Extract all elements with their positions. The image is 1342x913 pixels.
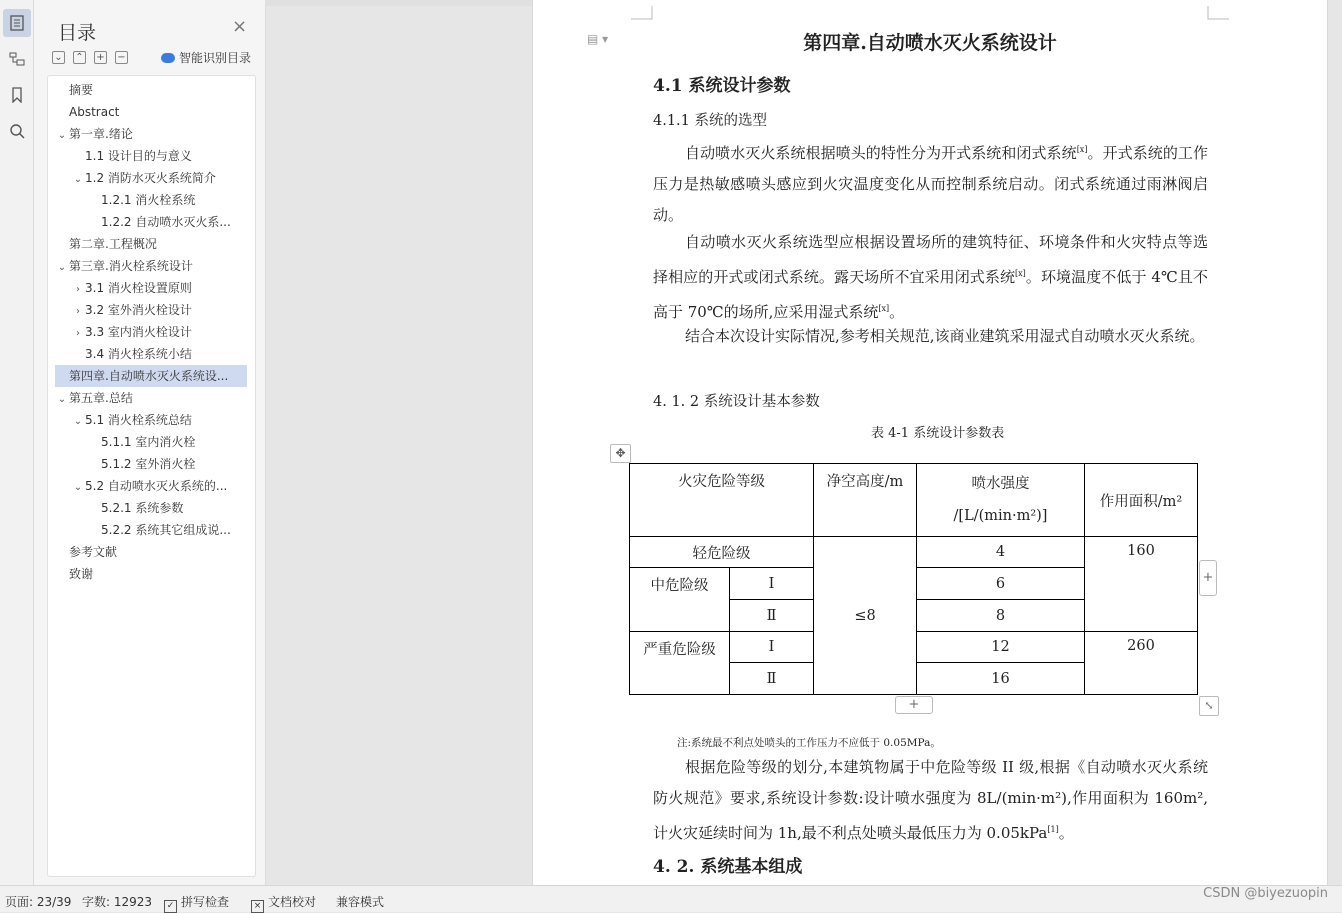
status-bar xyxy=(0,885,1342,912)
toc-toolbar xyxy=(52,49,128,65)
chevron-down-icon[interactable]: ⌄ xyxy=(73,416,83,427)
proofread-label: 文档校对 xyxy=(268,895,317,909)
toc-item[interactable] xyxy=(55,387,247,409)
page-corner-mark xyxy=(631,6,653,20)
toc-item-label: 第三章.消火栓系统设计 xyxy=(69,259,193,273)
paragraph-menu-icon[interactable]: ▤ ▾ xyxy=(587,32,609,46)
citation: [1] xyxy=(1047,825,1059,834)
proofread-button[interactable] xyxy=(251,893,316,913)
toc-item-label: 5.2.2 系统其它组成说... xyxy=(101,523,231,537)
navigation-pane-button[interactable] xyxy=(3,45,31,73)
toc-item[interactable] xyxy=(55,299,247,321)
document-page xyxy=(532,0,1328,885)
page-count[interactable]: 页面: 23/39 xyxy=(5,895,72,909)
p2-text-b: 。环境温度不低于 4℃且不高于 70℃的场所,应采用湿式系统 xyxy=(653,268,1208,321)
smart-toc-label: 智能识别目录 xyxy=(179,51,252,65)
toc-pane xyxy=(34,0,266,885)
toc-item-label: 第二章.工程概况 xyxy=(69,237,157,251)
p4-text-b: 。 xyxy=(1058,824,1074,842)
paragraph-4 xyxy=(653,752,1208,849)
toc-item[interactable] xyxy=(55,277,247,299)
search-icon xyxy=(9,123,25,139)
spell-check-label: 拼写检查 xyxy=(181,895,230,909)
toc-item-label: 参考文献 xyxy=(69,545,118,559)
table-move-handle-icon[interactable]: ✥ xyxy=(610,444,631,463)
remove-heading-icon[interactable]: − xyxy=(115,51,128,64)
table-header-hazard: 火灾危险等级 xyxy=(630,464,814,537)
toc-item-label: 3.4 消火栓系统小结 xyxy=(85,347,192,361)
tree-icon xyxy=(9,51,25,67)
citation: [x] xyxy=(1076,145,1088,154)
intensity-severe-2: 16 xyxy=(917,663,1085,695)
list-document-icon xyxy=(9,15,25,31)
table-note: 注:系统最不利点处喷头的工作压力不应低于 0.05MPa。 xyxy=(677,737,941,749)
toc-item[interactable] xyxy=(55,343,247,365)
toc-item-label: 5.2 自动喷水灭火系统的... xyxy=(85,479,228,493)
compat-mode-label: 兼容模式 xyxy=(336,895,385,909)
top-strip xyxy=(265,0,532,6)
chevron-down-icon[interactable]: ⌄ xyxy=(57,262,67,273)
intensity-mid-1: 6 xyxy=(917,568,1085,600)
toc-item-label: 第四章.自动喷水灭火系统设... xyxy=(69,369,229,383)
table-caption: 表 4-1 系统设计参数表 xyxy=(871,426,1005,441)
left-icon-rail xyxy=(0,0,34,885)
checkbox-icon: ✓ xyxy=(164,900,177,913)
toc-item[interactable] xyxy=(55,145,247,167)
word-count[interactable]: 字数: 12923 xyxy=(82,895,153,909)
toc-item[interactable] xyxy=(55,365,247,387)
search-button[interactable] xyxy=(3,117,31,145)
hazard-mid: 中危险级 xyxy=(630,568,730,632)
chevron-right-icon[interactable]: › xyxy=(76,284,80,295)
toc-item[interactable] xyxy=(55,255,247,277)
toc-item-label: 3.2 室外消火栓设计 xyxy=(85,303,192,317)
intensity-label: 喷水强度 xyxy=(971,476,1030,492)
paragraph-2 xyxy=(653,227,1208,328)
bookmark-icon xyxy=(9,87,25,103)
toc-item-label: Abstract xyxy=(69,105,120,119)
intensity-unit: /[L/(min·m²)] xyxy=(953,508,1048,524)
toc-item[interactable] xyxy=(55,475,247,497)
toc-item[interactable] xyxy=(55,189,247,211)
smart-toc-button[interactable] xyxy=(161,49,251,66)
toc-item-label: 3.1 消火栓设置原则 xyxy=(85,281,192,295)
intensity-mid-2: 8 xyxy=(917,600,1085,632)
section-heading-4-1: 4.1 系统设计参数 xyxy=(653,76,791,96)
p1-text-a: 自动喷水灭火系统根据喷头的特性分为开式系统和闭式系统 xyxy=(685,144,1077,162)
toc-item[interactable] xyxy=(55,431,247,453)
table-resize-icon[interactable]: ⤡ xyxy=(1199,696,1219,716)
p2-text-a: 自动喷水灭火系统选型应根据设置场所的建筑特征、环境条件和火灾特点等选择相应的开式或闭式系统。露天场所不宜采用闭式系统 xyxy=(653,233,1208,286)
toc-item[interactable] xyxy=(55,563,247,585)
chapter-title: 第四章.自动喷水灭火系统设计 xyxy=(803,32,1057,54)
toc-item[interactable] xyxy=(55,453,247,475)
area-value-1: 160 xyxy=(1085,537,1198,632)
ai-icon xyxy=(161,53,175,63)
citation: [x] xyxy=(878,304,890,313)
toc-list xyxy=(47,75,256,877)
bookmark-button[interactable] xyxy=(3,81,31,109)
toc-item[interactable] xyxy=(55,167,247,189)
toc-item-label: 摘要 xyxy=(69,83,94,97)
toc-item[interactable] xyxy=(55,233,247,255)
grade-mid-1: Ⅰ xyxy=(730,568,814,600)
toc-item[interactable] xyxy=(55,497,247,519)
chevron-down-icon[interactable]: ⌄ xyxy=(73,482,83,493)
toc-item-label: 1.1 设计目的与意义 xyxy=(85,149,192,163)
toc-item-label: 致谢 xyxy=(69,567,94,581)
hazard-severe: 严重危险级 xyxy=(630,632,730,695)
chevron-right-icon[interactable]: › xyxy=(76,306,80,317)
toc-item[interactable] xyxy=(55,541,247,563)
collapse-all-icon[interactable]: ⌄ xyxy=(52,51,65,64)
toc-item-label: 第一章.绪论 xyxy=(69,127,133,141)
page-corner-mark xyxy=(1207,6,1229,20)
toc-item[interactable] xyxy=(55,123,247,145)
toc-item[interactable] xyxy=(55,321,247,343)
section-heading-4-2: 4. 2. 系统基本组成 xyxy=(653,857,803,877)
area-value-2: 260 xyxy=(1085,632,1198,695)
hazard-light: 轻危险级 xyxy=(630,537,814,568)
add-row-button[interactable]: + xyxy=(895,696,933,714)
chevron-down-icon[interactable]: ⌄ xyxy=(57,130,67,141)
intensity-light: 4 xyxy=(917,537,1085,568)
p2-text-c: 。 xyxy=(889,303,905,321)
table-header-area: 作用面积/m² xyxy=(1085,464,1198,537)
paragraph-1 xyxy=(653,134,1208,231)
toc-item-label: 5.1.2 室外消火栓 xyxy=(101,457,196,471)
grade-mid-2: Ⅱ xyxy=(730,600,814,632)
toc-item-label: 5.1.1 室内消火栓 xyxy=(101,435,196,449)
toc-item-label: 5.2.1 系统参数 xyxy=(101,501,184,515)
proof-icon: × xyxy=(251,900,264,913)
paragraph-3: 结合本次设计实际情况,参考相关规范,该商业建筑采用湿式自动喷水灭火系统。 xyxy=(685,327,1205,345)
toc-item[interactable] xyxy=(55,211,247,233)
toc-panel-button[interactable] xyxy=(3,9,31,37)
citation: [x] xyxy=(1015,269,1026,278)
parameter-table xyxy=(629,463,1198,695)
intensity-severe-1: 12 xyxy=(917,632,1085,663)
table-header-height: 净空高度/m xyxy=(814,464,917,537)
close-icon[interactable]: × xyxy=(232,16,248,37)
toc-title: 目录 xyxy=(58,22,97,44)
chevron-right-icon[interactable]: › xyxy=(76,328,80,339)
p1-text-b: 。开式系统的工作压力是热敏感喷头感应到火灾温度变化从而控制系统启动。闭式系统通过雨淋阀启动。 xyxy=(653,144,1208,224)
grade-severe-2: Ⅱ xyxy=(730,663,814,695)
watermark: CSDN @biyezuopin xyxy=(1203,886,1328,901)
toc-item-label: 1.2 消防水灭火系统简介 xyxy=(85,171,216,185)
toc-item-label: 1.2.1 消火栓系统 xyxy=(101,193,196,207)
toc-item[interactable] xyxy=(55,409,247,431)
add-heading-icon[interactable]: + xyxy=(94,51,107,64)
chevron-down-icon[interactable]: ⌄ xyxy=(57,394,67,405)
add-column-button[interactable]: + xyxy=(1199,560,1217,596)
subsection-4-1-2: 4. 1. 2 系统设计基本参数 xyxy=(653,394,820,410)
p4-text-a: 根据危险等级的划分,本建筑物属于中危险等级 II 级,根据《自动喷水灭火系统防火规范》要求,系统设计参数:设计喷水强度为 8L/(min·m²),作用面积为 160m²,计火灾延续时间为 1h,最不利点处喷头最低压力为 0.05kPa xyxy=(653,758,1208,842)
toc-item-label: 5.1 消火栓系统总结 xyxy=(85,413,192,427)
chevron-down-icon[interactable]: ⌄ xyxy=(73,174,83,185)
toc-item[interactable] xyxy=(55,519,247,541)
toc-item[interactable] xyxy=(55,101,247,123)
grade-severe-1: Ⅰ xyxy=(730,632,814,663)
toc-item[interactable] xyxy=(55,79,247,101)
table-header-intensity xyxy=(917,464,1085,537)
expand-all-icon[interactable]: ⌃ xyxy=(73,51,86,64)
toc-item-label: 1.2.2 自动喷水灭火系... xyxy=(101,215,231,229)
toc-item-label: 3.3 室内消火栓设计 xyxy=(85,325,192,339)
subsection-4-1-1: 4.1.1 系统的选型 xyxy=(653,113,768,129)
toc-item-label: 第五章.总结 xyxy=(69,391,133,405)
height-value: ≤8 xyxy=(814,537,917,695)
spell-check-button[interactable] xyxy=(164,893,229,913)
